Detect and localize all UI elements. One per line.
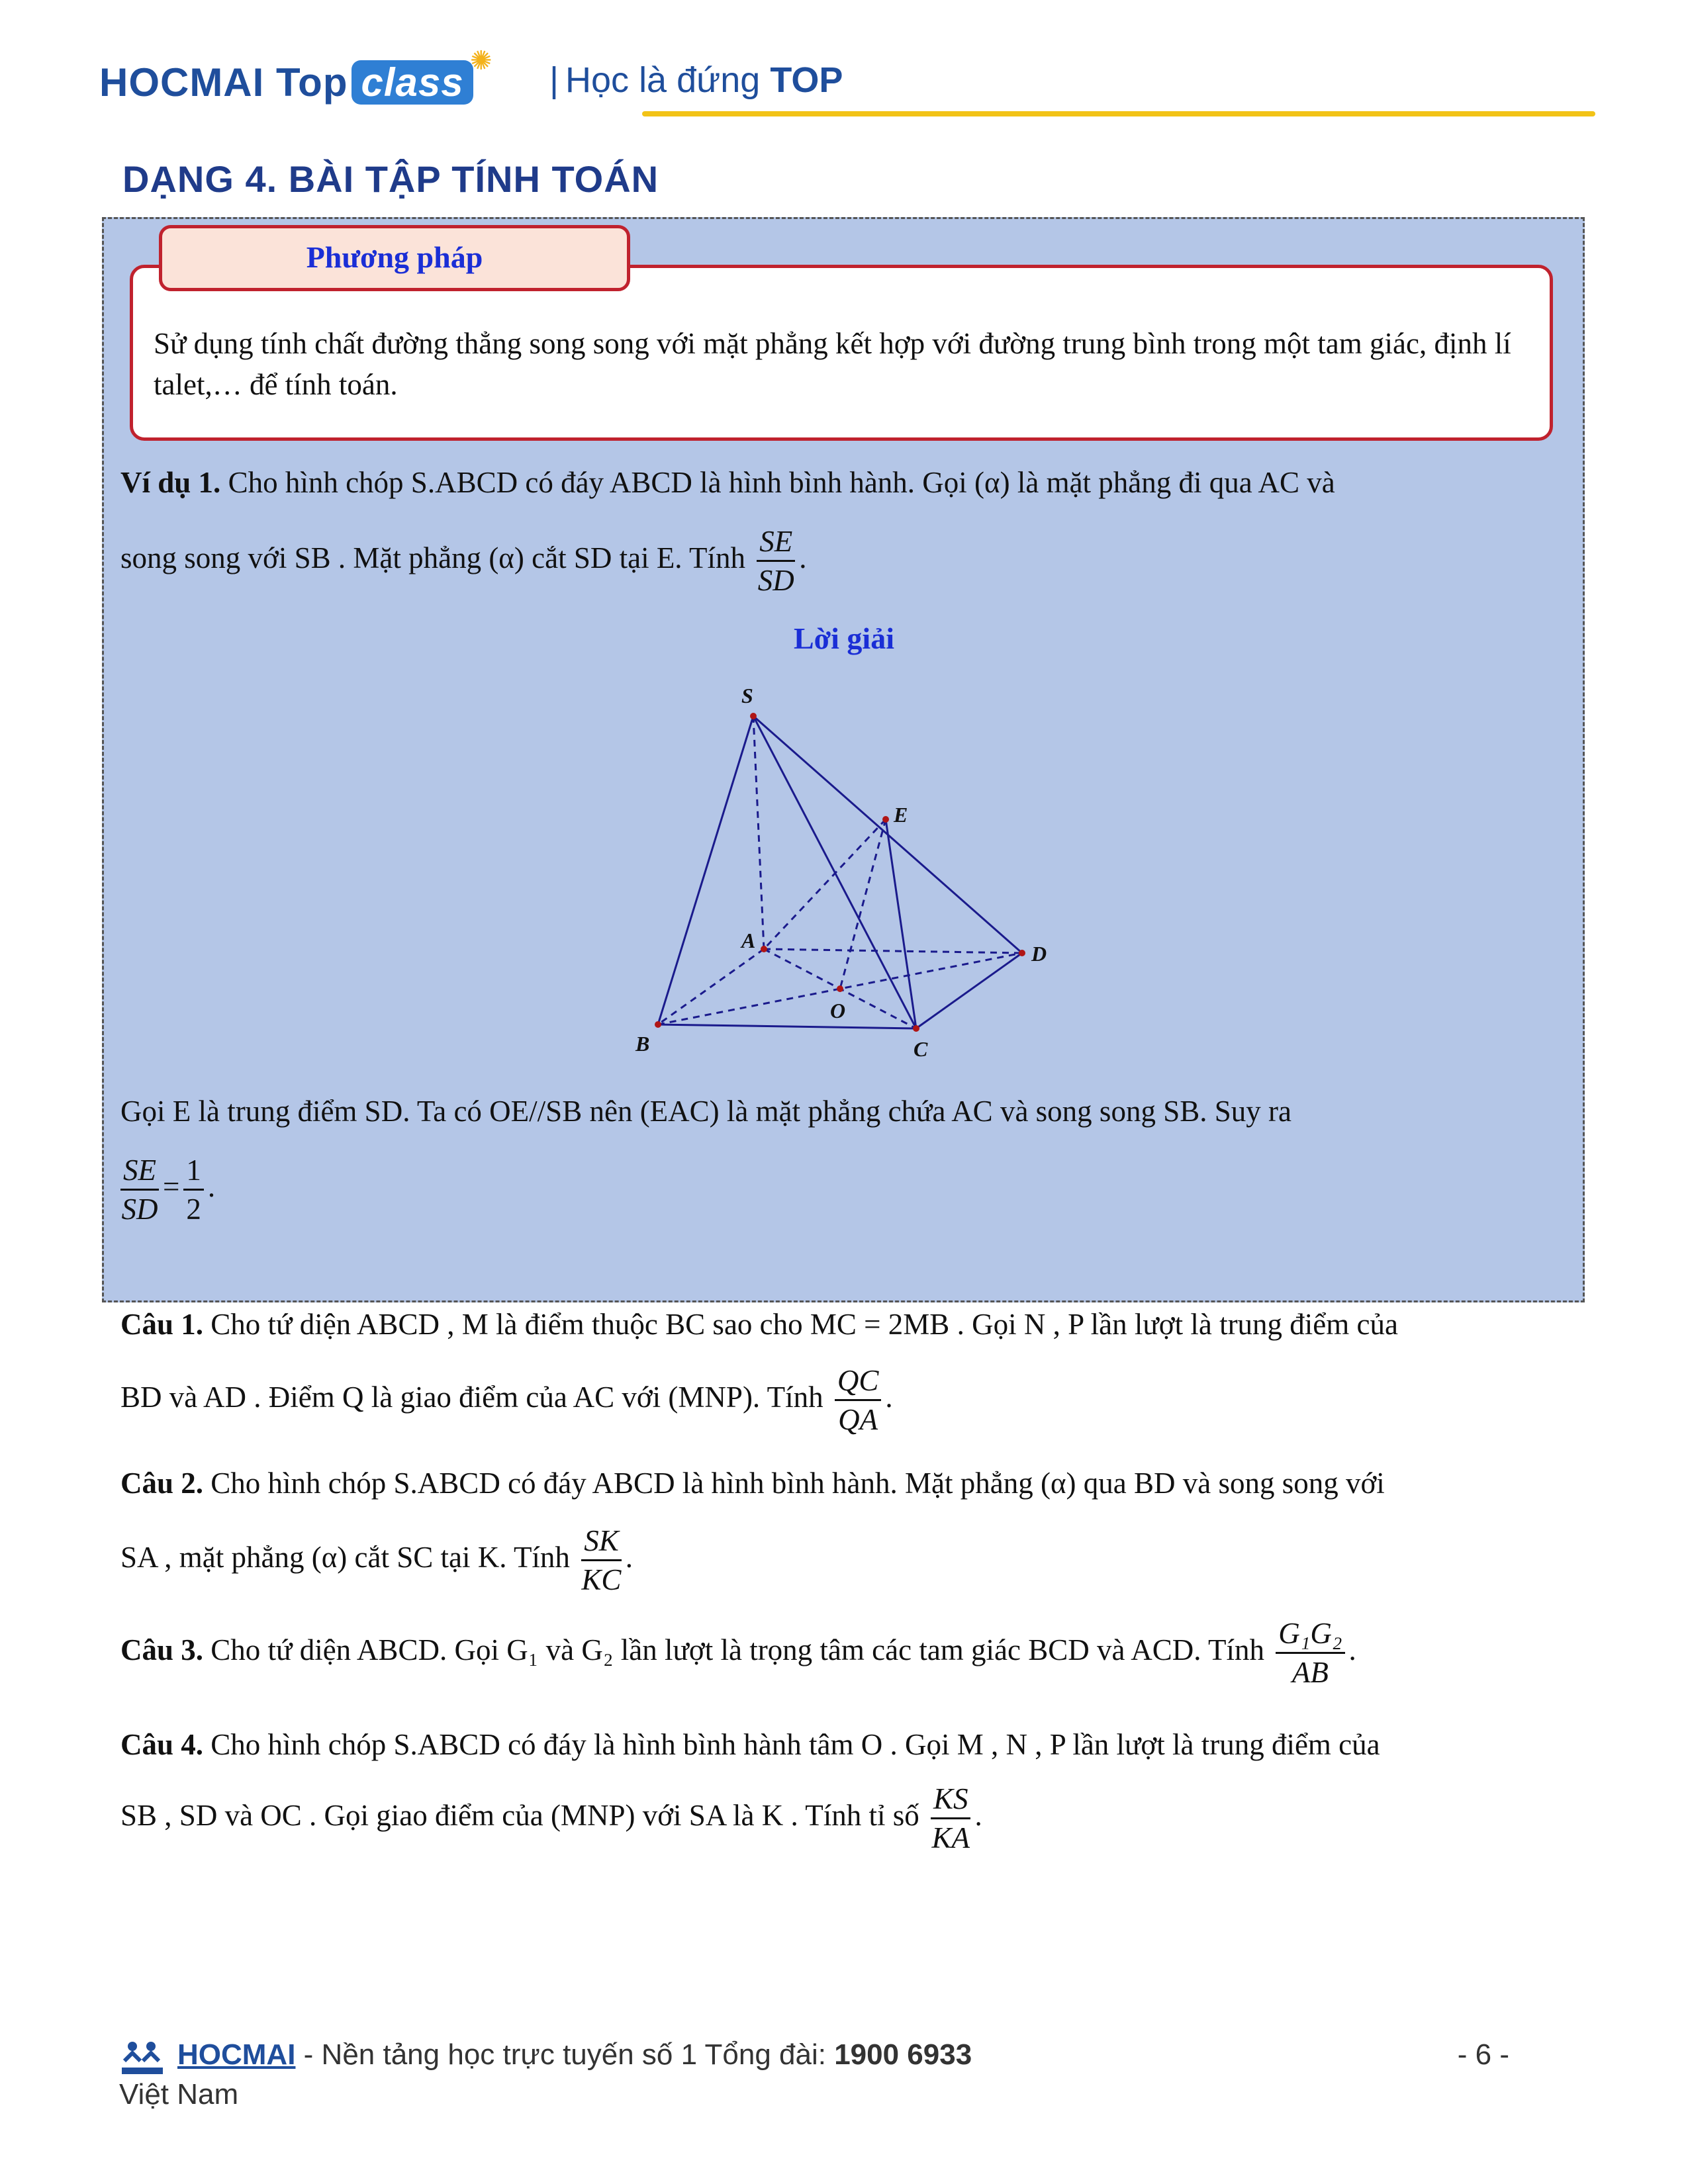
footer-text: - Nền tảng học trực tuyến số 1 Tổng đài: bbox=[295, 2038, 835, 2071]
slogan-top: TOP bbox=[770, 60, 843, 100]
example-line-2 bbox=[120, 523, 1577, 599]
question-1-fraction bbox=[835, 1362, 882, 1438]
value-numerator: 1 bbox=[183, 1152, 204, 1191]
method-text: Sử dụng tính chất đường thẳng song song với mặt phẳng kết hợp với đường trung bình trong một tam giác, định lí talet,… để tính toán. bbox=[154, 327, 1511, 401]
question-2-text-2: SA , mặt phẳng (α) cắt SC tại K. Tính bbox=[120, 1540, 570, 1574]
fraction-denominator: QA bbox=[838, 1403, 878, 1436]
logo-top-text: Top bbox=[275, 60, 348, 105]
fraction-denominator: SD bbox=[121, 1193, 158, 1226]
sun-icon: ✺ bbox=[470, 46, 492, 75]
question-1-line-2 bbox=[120, 1362, 1577, 1438]
question-1-text-2: BD và AD . Điểm Q là giao điểm của AC với (MNP). Tính bbox=[120, 1380, 823, 1414]
example-line-1 bbox=[120, 462, 1577, 503]
edge-CD bbox=[916, 953, 1022, 1028]
period: . bbox=[799, 541, 807, 574]
period: . bbox=[974, 1798, 982, 1832]
example-label: Ví dụ 1. bbox=[120, 466, 221, 499]
edge-AD bbox=[764, 949, 1022, 953]
point-E bbox=[882, 816, 889, 823]
logo-hocmai-text: HOCMAI bbox=[99, 60, 265, 105]
fraction-denominator: KA bbox=[931, 1821, 970, 1854]
question-3-text: Cho tứ diện ABCD. Gọi G₁ và G₂ lần lượt là trọng tâm các tam giác BCD và ACD. Tính bbox=[203, 1633, 1264, 1666]
edge-EA bbox=[764, 819, 886, 949]
question-4-fraction bbox=[931, 1780, 971, 1856]
fraction-denominator: AB bbox=[1291, 1656, 1329, 1689]
label-C: C bbox=[914, 1037, 928, 1061]
question-3-fraction bbox=[1276, 1615, 1344, 1691]
question-4-text: Cho hình chóp S.ABCD có đáy là hình bình hành tâm O . Gọi M , N , P lần lượt là trung điểm của bbox=[203, 1728, 1380, 1761]
edge-SB bbox=[658, 716, 756, 1024]
edge-SA bbox=[753, 716, 764, 949]
slogan-text: Học là đứng bbox=[565, 60, 771, 100]
page-header bbox=[99, 40, 1496, 119]
label-O: O bbox=[830, 999, 846, 1023]
solution-fraction bbox=[120, 1152, 159, 1228]
slogan-divider: | bbox=[549, 60, 559, 100]
fraction-denominator: SD bbox=[757, 564, 794, 597]
question-3-label: Câu 3. bbox=[120, 1633, 204, 1666]
point-S bbox=[750, 713, 757, 719]
hocmai-people-icon bbox=[119, 2038, 165, 2078]
fraction-numerator: QC bbox=[835, 1362, 882, 1401]
period: . bbox=[207, 1169, 216, 1203]
question-1-line-1 bbox=[120, 1304, 1577, 1345]
solution-heading: Lời giải bbox=[794, 621, 894, 655]
period: . bbox=[625, 1540, 633, 1574]
label-B: B bbox=[635, 1032, 650, 1056]
example-fraction bbox=[757, 523, 795, 599]
label-A: A bbox=[741, 929, 756, 952]
section-title: DẠNG 4. BÀI TẬP TÍNH TOÁN bbox=[122, 158, 659, 200]
solution-line-2 bbox=[120, 1152, 518, 1228]
question-4-label: Câu 4. bbox=[120, 1728, 204, 1761]
label-D: D bbox=[1031, 942, 1047, 966]
solution-value bbox=[183, 1152, 204, 1228]
slogan bbox=[549, 60, 843, 101]
question-1-label: Câu 1. bbox=[120, 1308, 204, 1341]
fraction-numerator: G₁G₂ bbox=[1276, 1615, 1344, 1654]
point-C bbox=[913, 1025, 919, 1032]
pyramid-figure bbox=[616, 675, 1066, 1085]
edge-BC bbox=[658, 1024, 916, 1028]
method-label: Phương pháp bbox=[159, 225, 630, 291]
question-2-line-1 bbox=[120, 1463, 1577, 1504]
question-2-line-2 bbox=[120, 1522, 1577, 1598]
fraction-numerator: SE bbox=[757, 523, 795, 562]
point-D bbox=[1019, 950, 1025, 956]
fraction-numerator: SE bbox=[120, 1152, 159, 1191]
fraction-denominator: KC bbox=[581, 1563, 622, 1596]
period: . bbox=[1348, 1633, 1356, 1666]
point-O bbox=[837, 985, 843, 992]
page-number: - 6 - bbox=[1457, 2038, 1509, 2071]
question-1-text: Cho tứ diện ABCD , M là điểm thuộc BC sao cho MC = 2MB . Gọi N , P lần lượt là trung điểm của bbox=[203, 1308, 1398, 1341]
footer-line-1 bbox=[177, 2038, 972, 2071]
example-text-1: Cho hình chóp S.ABCD có đáy ABCD là hình bình hành. Gọi (α) là mặt phẳng đi qua AC và bbox=[220, 466, 1335, 499]
question-4-line-1 bbox=[120, 1724, 1577, 1765]
header-underline bbox=[642, 111, 1595, 116]
question-2-text: Cho hình chóp S.ABCD có đáy ABCD là hình bình hành. Mặt phẳng (α) qua BD và song song với bbox=[203, 1467, 1385, 1500]
question-3-line bbox=[120, 1615, 1577, 1691]
question-2-fraction bbox=[581, 1522, 622, 1598]
fraction-numerator: SK bbox=[581, 1522, 622, 1561]
equals-sign: = bbox=[163, 1169, 180, 1203]
footer-hotline: 1900 6933 bbox=[834, 2038, 972, 2071]
edge-EC bbox=[886, 819, 916, 1028]
logo-class-text: class bbox=[352, 60, 473, 105]
label-S: S bbox=[741, 684, 753, 707]
solution-line-1: Gọi E là trung điểm SD. Ta có OE//SB nên (EAC) là mặt phẳng chứa AC và song song SB. Suy ra bbox=[120, 1095, 1291, 1128]
footer-brand-link[interactable]: HOCMAI bbox=[177, 2038, 296, 2071]
edge-EO bbox=[840, 819, 886, 989]
value-denominator: 2 bbox=[186, 1193, 201, 1226]
question-4-text-2: SB , SD và OC . Gọi giao điểm của (MNP) với SA là K . Tính tỉ số bbox=[120, 1798, 919, 1832]
footer-line-2: Việt Nam bbox=[119, 2078, 239, 2111]
fraction-numerator: KS bbox=[931, 1780, 971, 1819]
point-A bbox=[761, 946, 767, 952]
point-B bbox=[655, 1021, 661, 1028]
question-4-line-2 bbox=[120, 1780, 1577, 1856]
example-text-2: song song với SB . Mặt phẳng (α) cắt SD tại E. Tính bbox=[120, 541, 745, 574]
label-E: E bbox=[894, 803, 908, 827]
question-2-label: Câu 2. bbox=[120, 1467, 204, 1500]
hocmai-topclass-logo bbox=[99, 60, 473, 105]
period: . bbox=[885, 1380, 893, 1414]
